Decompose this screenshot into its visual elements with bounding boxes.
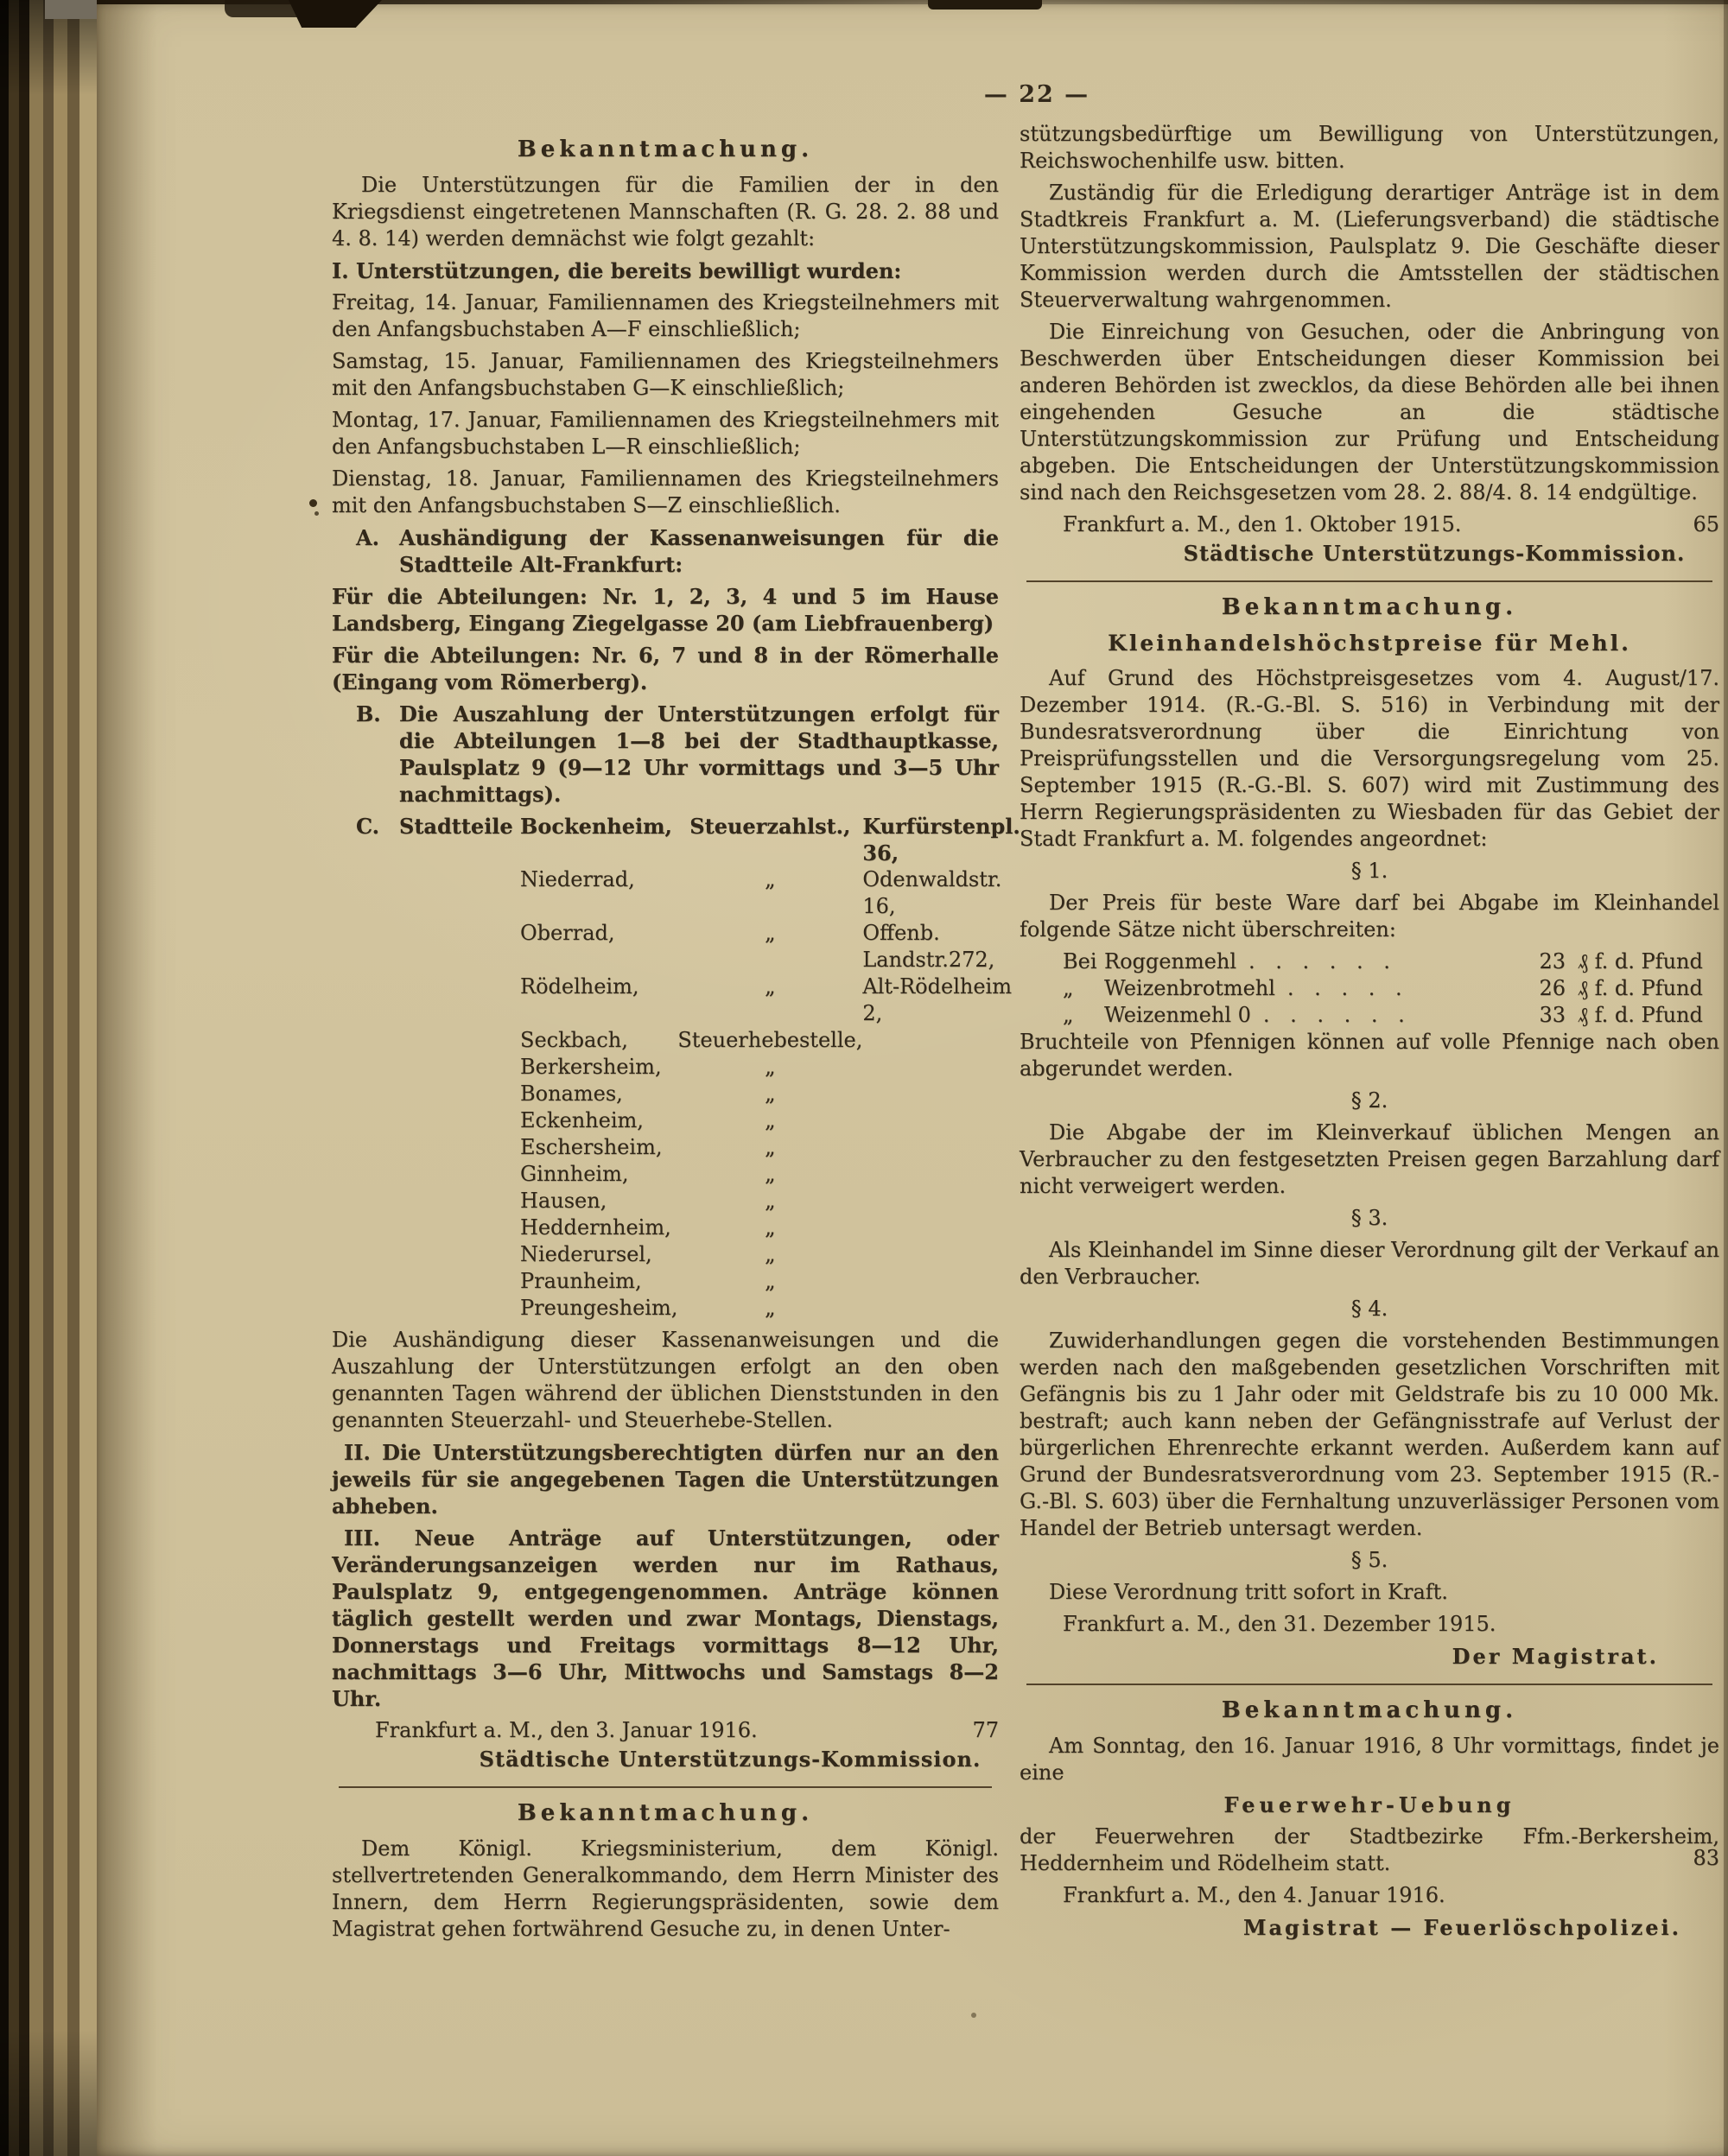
dateline: Frankfurt a. M., den 31. Dezember 1915. bbox=[1063, 1612, 1496, 1636]
paper-page bbox=[97, 0, 1728, 2156]
paragraph: Diese Verordnung tritt sofort in Kraft. bbox=[1049, 1580, 1448, 1604]
paragraph-4-heading: § 4. bbox=[1350, 1297, 1388, 1321]
stadtteil-stelle: „ bbox=[765, 1135, 776, 1159]
price-prefix: „ bbox=[1063, 976, 1074, 1000]
paragraph: Dem Königl. Kriegsministerium, dem Königl. stellvertretenden Generalkommando, dem Herrn Minister des Innern, dem Herrn Regierungspräsidenten, sowie dem Magistrat gehen fortwährend Gesuche zu, in denen Unter- bbox=[332, 1836, 999, 1941]
intro-paragraph: Die Unterstützungen für die Familien der in den Kriegsdienst eingetretenen Mannschaften (R. G. 28. 2. 88 und 4. 8. 14) werden demnächst wie folgt gezahlt: bbox=[332, 173, 999, 250]
dateline-row bbox=[1020, 511, 1719, 538]
price-row-roggenmehl bbox=[1020, 948, 1719, 975]
table-row bbox=[399, 1161, 1020, 1188]
aushaendigung-note: Die Aushändigung dieser Kassenanweisungen und die Auszahlung der Unterstützungen erfolgt an den oben genannten Tagen während der üblichen Dienststunden in den genannten Steuerzahl- und Steuerhebe-Stellen. bbox=[332, 1328, 999, 1432]
notice-subtitle: Kleinhandelshöchstpreise für Mehl. bbox=[1108, 631, 1631, 656]
section-a-marker: A. bbox=[356, 525, 379, 550]
stadtteil-name: Rödelheim, bbox=[520, 974, 639, 999]
table-row bbox=[399, 1027, 1020, 1054]
stadtteile-table bbox=[399, 813, 1020, 1322]
zahltag-item: Dienstag, 18. Januar, Familiennamen des Kriegsteilnehmers mit den Anfangsbuchstaben S—Z einschließlich. bbox=[332, 466, 999, 517]
stadtteil-name: Heddernheim, bbox=[520, 1215, 671, 1240]
price-name: Roggenmehl bbox=[1104, 949, 1236, 973]
notice-title: Bekanntmachung. bbox=[517, 136, 814, 162]
stadtteil-name: Eckenheim, bbox=[520, 1108, 644, 1132]
table-row bbox=[399, 1188, 1020, 1214]
paragraph-5-heading: § 5. bbox=[1350, 1548, 1388, 1572]
ink-speck bbox=[971, 2013, 976, 2018]
dot-leader: . . . . . . bbox=[1262, 1003, 1412, 1027]
paragraph-with-number bbox=[1020, 1823, 1719, 1877]
price-prefix: „ bbox=[1063, 1003, 1074, 1027]
stadtteil-adresse bbox=[862, 1268, 1020, 1295]
doc-number: 65 bbox=[1693, 512, 1719, 536]
right-column bbox=[1020, 121, 1719, 1946]
scan-edge-mark bbox=[928, 0, 1042, 10]
table-row bbox=[399, 973, 1020, 1027]
section-b-text: Die Auszahlung der Unterstützungen erfolgt für die Abteilungen 1—8 bei der Stadthauptkasse, Paulsplatz 9 (9—12 Uhr vormittags und 3—5 Uhr nachmittags). bbox=[399, 701, 999, 807]
stadtteil-adresse bbox=[862, 1107, 1020, 1134]
section-b bbox=[332, 701, 999, 808]
zahltag-item: Montag, 17. Januar, Familiennamen des Kriegsteilnehmers mit den Anfangsbuchstaben L—R einschließlich; bbox=[332, 408, 999, 459]
stadtteil-adresse: Alt-Rödelheim 2, bbox=[862, 974, 1012, 1025]
signature: Städtische Unterstützungs-Kommission. bbox=[1183, 541, 1686, 566]
stadtteil-stelle: „ bbox=[765, 1055, 776, 1079]
stadtteil-name: Niederursel, bbox=[520, 1242, 652, 1266]
paragraph: Am Sonntag, den 16. Januar 1916, 8 Uhr vormittags, findet je eine bbox=[1020, 1734, 1719, 1785]
dateline: Frankfurt a. M., den 3. Januar 1916. bbox=[375, 1718, 758, 1742]
table-row bbox=[399, 920, 1020, 973]
left-column bbox=[332, 126, 1020, 1948]
dateline-row bbox=[332, 1717, 999, 1744]
table-row bbox=[399, 1295, 1020, 1322]
section-divider bbox=[339, 1786, 992, 1788]
scan-right-edge bbox=[1724, 0, 1728, 2156]
stadtteil-stelle: „ bbox=[765, 1162, 776, 1186]
stadtteil-name: Ginnheim, bbox=[520, 1162, 629, 1186]
stadtteil-adresse bbox=[862, 1214, 1020, 1241]
section-a bbox=[332, 524, 999, 578]
zahltag-item: Freitag, 14. Januar, Familiennamen des Kriegsteilnehmers mit den Anfangsbuchstaben A—F einschließlich; bbox=[332, 290, 999, 341]
paragraph: Auf Grund des Höchstpreisgesetzes vom 4. August/17. Dezember 1914. (R.-G.-Bl. S. 516) in Verbindung mit der Bundesratsverordnung über die Einrichtung von Preisprüfungsstellen und die Versorgungsregelung vom 25. September 1915 (R.-G.-Bl. S. 607) wird mit Zustimmung des Herrn Regierungspräsidenten zu Wiesbaden für das Gebiet der Stadt Frankfurt a. M. folgendes angeordnet: bbox=[1020, 666, 1719, 851]
price-row-weizenbrotmehl bbox=[1020, 975, 1719, 1002]
section-ii: II. Die Unterstützungsberechtigten dürfen nur an den jeweils für sie angegebenen Tagen die Unterstützungen abheben. bbox=[332, 1440, 999, 1519]
doc-number: 83 bbox=[1693, 1846, 1719, 1870]
stadtteil-adresse: Kurfürstenpl. 36, bbox=[862, 814, 1020, 866]
stadtteil-name: Preungesheim, bbox=[520, 1296, 678, 1320]
section-divider bbox=[1026, 580, 1712, 582]
stadtteil-name: Praunheim, bbox=[520, 1269, 642, 1293]
paragraph-2-heading: § 2. bbox=[1350, 1088, 1388, 1113]
doc-number: 77 bbox=[972, 1718, 999, 1742]
stadtteil-adresse bbox=[862, 1054, 1020, 1081]
table-row bbox=[399, 1268, 1020, 1295]
ink-speck bbox=[314, 511, 319, 516]
paragraph: Die Abgabe der im Kleinverkauf üblichen Mengen an Verbraucher zu den festgesetzten Preisen gegen Barzahlung darf nicht verweigert werden. bbox=[1020, 1120, 1719, 1198]
signature: Magistrat — Feuerlöschpolizei. bbox=[1242, 1915, 1681, 1940]
stadtteil-adresse bbox=[862, 1161, 1020, 1188]
table-row bbox=[399, 1214, 1020, 1241]
section-b-marker: B. bbox=[356, 701, 381, 726]
stadtteil-adresse bbox=[862, 1134, 1020, 1161]
page-number: — 22 — bbox=[983, 81, 1090, 108]
section-c-marker: C. bbox=[356, 814, 380, 839]
stadtteil-stelle: „ bbox=[765, 1269, 776, 1293]
price-row-weizenmehl bbox=[1020, 1002, 1719, 1029]
notice-mehlpreise bbox=[1020, 594, 1719, 1670]
stadtteil-name: Bonames, bbox=[520, 1081, 623, 1106]
dateline: Frankfurt a. M., den 1. Oktober 1915. bbox=[1063, 512, 1462, 536]
table-row bbox=[399, 866, 1020, 920]
price-prefix: Bei bbox=[1063, 949, 1097, 973]
section-divider bbox=[1026, 1684, 1712, 1685]
stadtteil-adresse: Offenb. Landstr.272, bbox=[862, 921, 995, 972]
notice-gesuche bbox=[332, 1800, 999, 1943]
paragraph: Die Einreichung von Gesuchen, oder die Anbringung von Beschwerden über Entscheidungen dieser Kommission bei anderen Behörden ist zwecklos, da diese Behörden alle bei ihnen eingehenden Gesuche an die städtische Unterstützungskommission zur Prüfung und Entscheidung abgeben. Die Entscheidungen der Unterstützungskommission sind nach den Reichsgesetzen vom 28. 2. 88/4. 8. 14 endgültige. bbox=[1020, 320, 1719, 504]
uebung-subject: Feuerwehr-Uebung bbox=[1223, 1792, 1515, 1817]
paragraph: Zuständig für die Erledigung derartiger Anträge ist in dem Stadtkreis Frankfurt a. M. (Lieferungsverband) die städtische Unterstützungskommission, Paulsplatz 9. Die Geschäfte dieser Kommission werden durch die Amtsstellen der städtischen Steuerverwaltung wahrgenommen. bbox=[1020, 181, 1719, 312]
stadtteil-stelle: „ bbox=[765, 974, 776, 999]
paragraph: Bruchteile von Pfennigen können auf volle Pfennige nach oben abgerundet werden. bbox=[1020, 1030, 1719, 1081]
section-a-text: Aushändigung der Kassenanweisungen für die Stadtteile Alt-Frankfurt: bbox=[399, 525, 999, 577]
stadtteil-name: Hausen, bbox=[520, 1189, 607, 1213]
notice-title: Bekanntmachung. bbox=[1221, 594, 1518, 620]
notice-feuerwehr-uebung bbox=[1020, 1697, 1719, 1941]
stadtteil-adresse bbox=[862, 1241, 1020, 1268]
signature: Der Magistrat. bbox=[1452, 1644, 1659, 1669]
table-row bbox=[399, 1107, 1020, 1134]
ink-speck bbox=[309, 499, 317, 507]
scan-edge-notch bbox=[289, 0, 382, 28]
notice-title: Bekanntmachung. bbox=[517, 1800, 814, 1826]
paragraph: der Feuerwehren der Stadtbezirke Ffm.-Berkersheim, Heddernheim und Rödelheim statt. bbox=[1020, 1824, 1719, 1875]
stadtteil-name: Eschersheim, bbox=[520, 1135, 663, 1159]
price-unit: ₰ f. d. Pfund bbox=[1578, 1003, 1703, 1027]
price-value: 23 bbox=[1539, 949, 1566, 973]
table-row bbox=[399, 1081, 1020, 1107]
price-value: 33 bbox=[1539, 1003, 1566, 1027]
notice-unterstuetzungen-zahltage bbox=[332, 136, 1020, 1772]
section-c bbox=[332, 813, 1020, 1322]
table-row bbox=[399, 1134, 1020, 1161]
stadtteil-stelle: „ bbox=[765, 1242, 776, 1266]
abteilungen-1-5: Für die Abteilungen: Nr. 1, 2, 3, 4 und 5 im Hause Landsberg, Eingang Ziegelgasse 20 (am Liebfrauenberg) bbox=[332, 584, 999, 636]
price-name: Weizenbrotmehl bbox=[1104, 976, 1275, 1000]
signature: Städtische Unterstützungs-Kommission. bbox=[479, 1747, 982, 1772]
stadtteil-adresse: Odenwaldstr. 16, bbox=[862, 867, 1002, 918]
book-binding-edge bbox=[0, 0, 97, 2156]
table-row bbox=[399, 1054, 1020, 1081]
paragraph: Der Preis für beste Ware darf bei Abgabe im Kleinhandel folgende Sätze nicht überschreiten: bbox=[1020, 891, 1719, 942]
stadtteil-name: Stadtteile Bockenheim, bbox=[399, 814, 672, 839]
stadtteil-stelle: „ bbox=[765, 1108, 776, 1132]
stadtteil-name: Oberrad, bbox=[520, 921, 615, 945]
stadtteil-adresse bbox=[862, 1188, 1020, 1214]
dot-leader: . . . . . . bbox=[1248, 949, 1397, 973]
stadtteil-adresse bbox=[862, 1027, 1020, 1054]
notice-title: Bekanntmachung. bbox=[1221, 1697, 1518, 1723]
price-value: 26 bbox=[1539, 976, 1566, 1000]
stadtteil-stelle: „ bbox=[765, 1215, 776, 1240]
price-name: Weizenmehl 0 bbox=[1104, 1003, 1251, 1027]
stadtteil-stelle: „ bbox=[765, 1189, 776, 1213]
paragraph-3-heading: § 3. bbox=[1350, 1206, 1388, 1230]
notice-gesuche-continuation bbox=[1020, 121, 1719, 567]
stadtteil-stelle: „ bbox=[765, 1081, 776, 1106]
abteilungen-6-8: Für die Abteilungen: Nr. 6, 7 und 8 in der Römerhalle (Eingang vom Römerberg). bbox=[332, 643, 999, 694]
paragraph: Zuwiderhandlungen gegen die vorstehenden Bestimmungen werden nach den maßgebenden gesetzlichen Vorschriften mit Gefängnis bis zu 1 Jahr oder mit Geldstrafe bis zu 10 000 Mk. bestraft; auch kann neben der Gefängnisstrafe auf Verlust der bürgerlichen Ehrenrechte erkannt werden. Außerdem kann auf Grund der Bundesratsverordnung vom 23. September 1915 (R.-G.-Bl. S. 603) über die Fernhaltung unzuverlässiger Personen vom Handel der Betrieb untersagt werden. bbox=[1020, 1328, 1719, 1540]
continuation-paragraph: stützungsbedürftige um Bewilligung von Unterstützungen, Reichswochenhilfe usw. bitten. bbox=[1020, 122, 1719, 173]
stadtteil-adresse bbox=[862, 1081, 1020, 1107]
stadtteil-adresse bbox=[862, 1295, 1020, 1322]
price-unit: ₰ f. d. Pfund bbox=[1578, 976, 1703, 1000]
stadtteil-stelle: „ bbox=[765, 1296, 776, 1320]
stadtteil-name: Niederrad, bbox=[520, 867, 635, 891]
stadtteil-stelle: Steuerhebestelle, bbox=[677, 1028, 863, 1052]
table-row bbox=[399, 813, 1020, 866]
paragraph: Als Kleinhandel im Sinne dieser Verordnung gilt der Verkauf an den Verbraucher. bbox=[1020, 1238, 1719, 1289]
paragraph-1-heading: § 1. bbox=[1350, 859, 1388, 883]
section-iii: III. Neue Anträge auf Unterstützungen, oder Veränderungsanzeigen werden nur im Rathaus, Paulsplatz 9, entgegengenommen. Anträge können täglich gestellt werden und zwar Montags, Dienstags, Donnerstags und Freitags vormittags 8—12 Uhr, nachmittags 3—6 Uhr, Mittwochs und Samstags 8—2 Uhr. bbox=[332, 1525, 999, 1711]
section-i-heading: I. Unterstützungen, die bereits bewilligt wurden: bbox=[332, 258, 902, 283]
stadtteil-stelle: „ bbox=[765, 867, 776, 891]
zahltag-item: Samstag, 15. Januar, Familiennamen des Kriegsteilnehmers mit den Anfangsbuchstaben G—K einschließlich; bbox=[332, 349, 999, 400]
dot-leader: . . . . . bbox=[1286, 976, 1409, 1000]
stadtteil-stelle: „ bbox=[765, 921, 776, 945]
dateline: Frankfurt a. M., den 4. Januar 1916. bbox=[1063, 1883, 1445, 1907]
table-row bbox=[399, 1241, 1020, 1268]
price-unit: ₰ f. d. Pfund bbox=[1578, 949, 1703, 973]
stadtteil-name: Berkersheim, bbox=[520, 1055, 662, 1079]
stadtteil-stelle: Steuerzahlst., bbox=[689, 814, 851, 839]
stadtteil-name: Seckbach, bbox=[520, 1028, 628, 1052]
